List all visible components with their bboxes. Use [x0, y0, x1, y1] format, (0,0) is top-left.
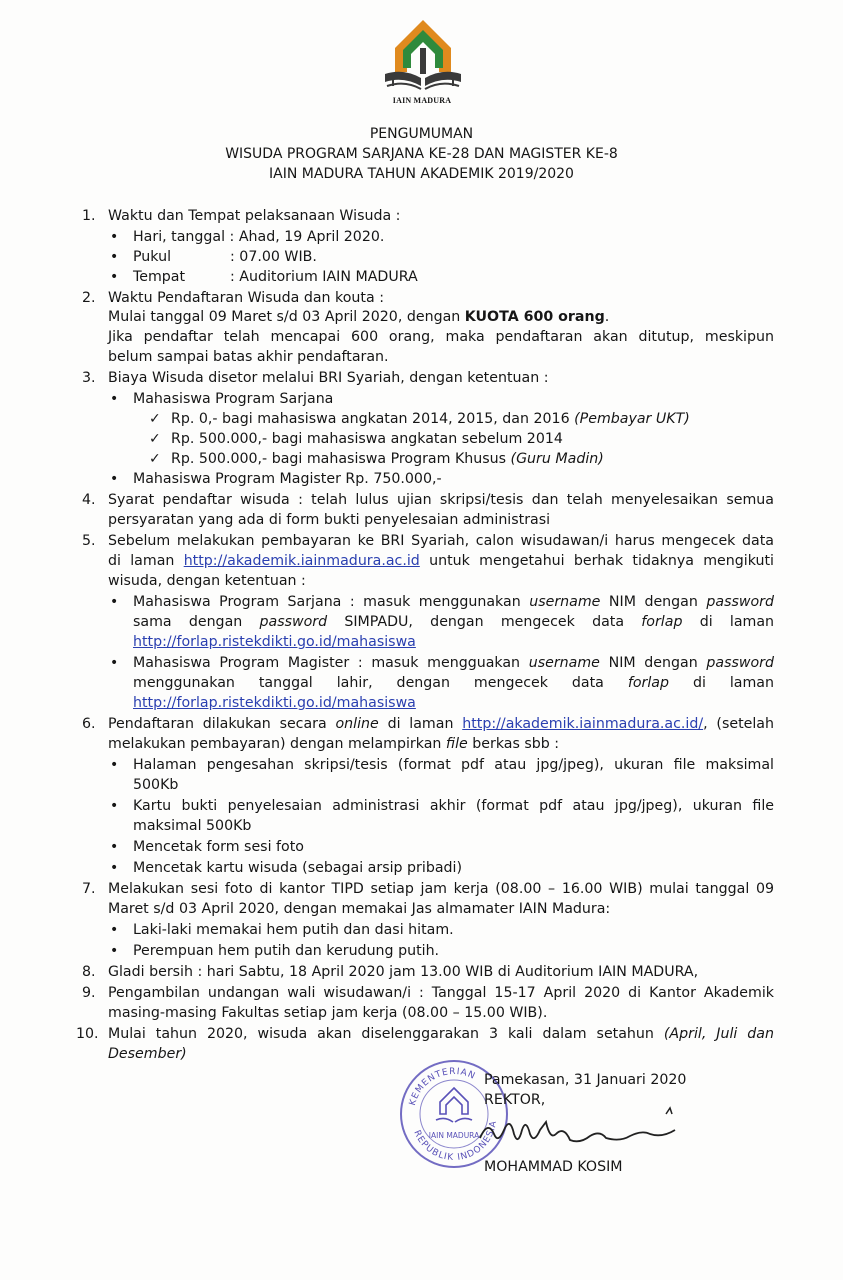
- item-1-place-value: : Auditorium IAIN MADURA: [230, 269, 418, 285]
- item-3-fee-special: Rp. 500.000,- bagi mahasiswa Program Khusus (Guru Madin): [171, 451, 604, 467]
- item-5-magister-line2: menggunakan tanggal lahir, dengan mengecek data forlap di laman: [133, 675, 774, 691]
- item-3-fee-ukt: Rp. 0,- bagi mahasiswa angkatan 2014, 2015, dan 2016 (Pembayar UKT): [171, 411, 690, 427]
- item-6-bullet2-line1: Kartu bukti penyelesaian administrasi akhir (format pdf atau jpg/jpeg), ukuran file: [133, 798, 774, 814]
- bullet-icon: •: [110, 757, 119, 773]
- item-number: 3.: [82, 370, 96, 386]
- item-3-magister-fee: Mahasiswa Program Magister Rp. 750.000,-: [133, 471, 442, 487]
- item-number: 8.: [82, 964, 96, 980]
- item-5-sarjana-line2: sama dengan password SIMPADU, dengan mengecek data forlap di laman: [133, 614, 775, 630]
- logo-caption: IAIN MADURA: [392, 96, 452, 105]
- item-7-bullet1: Laki-laki memakai hem putih dan dasi hitam.: [133, 922, 454, 938]
- item-6-bullet3: Mencetak form sesi foto: [133, 839, 304, 855]
- bullet-icon: •: [110, 943, 119, 959]
- item-3-title: Biaya Wisuda disetor melalui BRI Syariah, dengan ketentuan :: [108, 370, 549, 386]
- item-2-title: Waktu Pendaftaran Wisuda dan kouta :: [108, 290, 384, 306]
- announcement-subheading: WISUDA PROGRAM SARJANA KE-28 DAN MAGISTER KE-8: [225, 146, 618, 162]
- item-1-time-value: : 07.00 WIB.: [230, 249, 317, 265]
- forlap-link[interactable]: http://forlap.ristekdikti.go.id/mahasiswa: [133, 634, 416, 650]
- announcement-year: IAIN MADURA TAHUN AKADEMIK 2019/2020: [269, 166, 574, 182]
- bullet-icon: •: [110, 798, 119, 814]
- item-4-line1: Syarat pendaftar wisuda : telah lulus ujian skripsi/tesis dan telah menyelesaikan semua: [108, 492, 774, 508]
- checkmark-icon: ✓: [149, 431, 161, 447]
- item-number: 4.: [82, 492, 96, 508]
- stamp-mid-text: IAIN MADURA: [428, 1131, 480, 1140]
- announcement-heading: PENGUMUMAN: [369, 126, 474, 142]
- item-10-line1: Mulai tahun 2020, wisuda akan diselenggarakan 3 kali dalam setahun (April, Juli dan: [108, 1026, 774, 1042]
- handwritten-signature: [470, 1100, 685, 1160]
- item-1-date: Hari, tanggal : Ahad, 19 April 2020.: [133, 229, 385, 245]
- forlap-link[interactable]: http://forlap.ristekdikti.go.id/mahasiswa: [133, 695, 416, 711]
- item-4-line2: persyaratan yang ada di form bukti penyelesaian administrasi: [108, 512, 551, 528]
- bullet-icon: •: [110, 249, 119, 265]
- item-10-line2: Desember): [108, 1046, 187, 1062]
- item-3-fee-before-2014: Rp. 500.000,- bagi mahasiswa angkatan sebelum 2014: [171, 431, 563, 447]
- checkmark-icon: ✓: [149, 411, 161, 427]
- item-1-time-label: Pukul: [133, 249, 172, 265]
- item-6-line2: melakukan pembayaran) dengan melampirkan file berkas sbb :: [108, 736, 560, 752]
- item-6-bullet1-line1: Halaman pengesahan skripsi/tesis (format pdf atau jpg/jpeg), ukuran file maksimal: [133, 757, 774, 773]
- item-5-line2: di laman http://akademik.iainmadura.ac.id untuk mengetahui berhak tidaknya mengikuti: [108, 553, 774, 569]
- item-2-note-line2: belum sampai batas akhir pendaftaran.: [108, 349, 389, 365]
- item-number: 2.: [82, 290, 96, 306]
- bullet-icon: •: [110, 839, 119, 855]
- item-2-note-line1: Jika pendaftar telah mencapai 600 orang, maka pendaftaran akan ditutup, meskipun: [108, 329, 774, 345]
- akademik-link[interactable]: http://akademik.iainmadura.ac.id/: [462, 716, 704, 732]
- item-7-bullet2: Perempuan hem putih dan kerudung putih.: [133, 943, 440, 959]
- item-7-line1: Melakukan sesi foto di kantor TIPD setiap jam kerja (08.00 – 16.00 WIB) mulai tanggal 09: [108, 881, 774, 897]
- checkmark-icon: ✓: [149, 451, 161, 467]
- item-5-sarjana-line1: Mahasiswa Program Sarjana : masuk menggunakan username NIM dengan password: [133, 594, 774, 610]
- signature-place-date: Pamekasan, 31 Januari 2020: [484, 1072, 687, 1088]
- stamp-top-text: KEMENTERIAN: [407, 1066, 478, 1107]
- item-number: 7.: [82, 881, 96, 897]
- item-number: 5.: [82, 533, 96, 549]
- item-6-bullet2-line2: maksimal 500Kb: [133, 818, 252, 834]
- bullet-icon: •: [110, 391, 119, 407]
- item-5-magister-line1: Mahasiswa Program Magister : masuk mengguakan username NIM dengan password: [133, 655, 774, 671]
- signature-title: REKTOR,: [484, 1092, 546, 1108]
- item-9-line2: masing-masing Fakultas setiap jam kerja (08.00 – 15.00 WIB).: [108, 1005, 548, 1021]
- item-6-line1: Pendaftaran dilakukan secara online di laman http://akademik.iainmadura.ac.id/, (setelah: [108, 716, 774, 732]
- bullet-icon: •: [110, 229, 119, 245]
- item-2-quota-line: Mulai tanggal 09 Maret s/d 03 April 2020, dengan KUOTA 600 orang.: [108, 309, 610, 325]
- bullet-icon: •: [110, 471, 119, 487]
- item-number: 1.: [82, 208, 96, 224]
- bullet-icon: •: [110, 269, 119, 285]
- bullet-icon: •: [110, 922, 119, 938]
- item-5-line3: wisuda, dengan ketentuan :: [108, 573, 306, 589]
- item-7-line2: Maret s/d 03 April 2020, dengan memakai Jas almamater IAIN Madura:: [108, 901, 611, 917]
- item-1-title: Waktu dan Tempat pelaksanaan Wisuda :: [108, 208, 401, 224]
- item-number: 9.: [82, 985, 96, 1001]
- bullet-icon: •: [110, 655, 119, 671]
- item-9-line1: Pengambilan undangan wali wisudawan/i : Tanggal 15-17 April 2020 di Kantor Akademik: [108, 985, 774, 1001]
- bullet-icon: •: [110, 860, 119, 876]
- item-6-bullet4: Mencetak kartu wisuda (sebagai arsip pribadi): [133, 860, 463, 876]
- item-6-bullet1-line2: 500Kb: [133, 777, 179, 793]
- item-number: 6.: [82, 716, 96, 732]
- bullet-icon: •: [110, 594, 119, 610]
- item-8-line1: Gladi bersih : hari Sabtu, 18 April 2020 jam 13.00 WIB di Auditorium IAIN MADURA,: [108, 964, 699, 980]
- item-3-sarjana: Mahasiswa Program Sarjana: [133, 391, 334, 407]
- signature-name: MOHAMMAD KOSIM: [484, 1159, 623, 1175]
- item-5-line1: Sebelum melakukan pembayaran ke BRI Syariah, calon wisudawan/i harus mengecek data: [108, 533, 774, 549]
- item-number: 10.: [76, 1026, 99, 1042]
- stamp-bottom-text: REPUBLIK INDONESIA: [411, 1119, 500, 1164]
- akademik-link[interactable]: http://akademik.iainmadura.ac.id: [183, 553, 420, 569]
- item-1-place-label: Tempat: [133, 269, 186, 285]
